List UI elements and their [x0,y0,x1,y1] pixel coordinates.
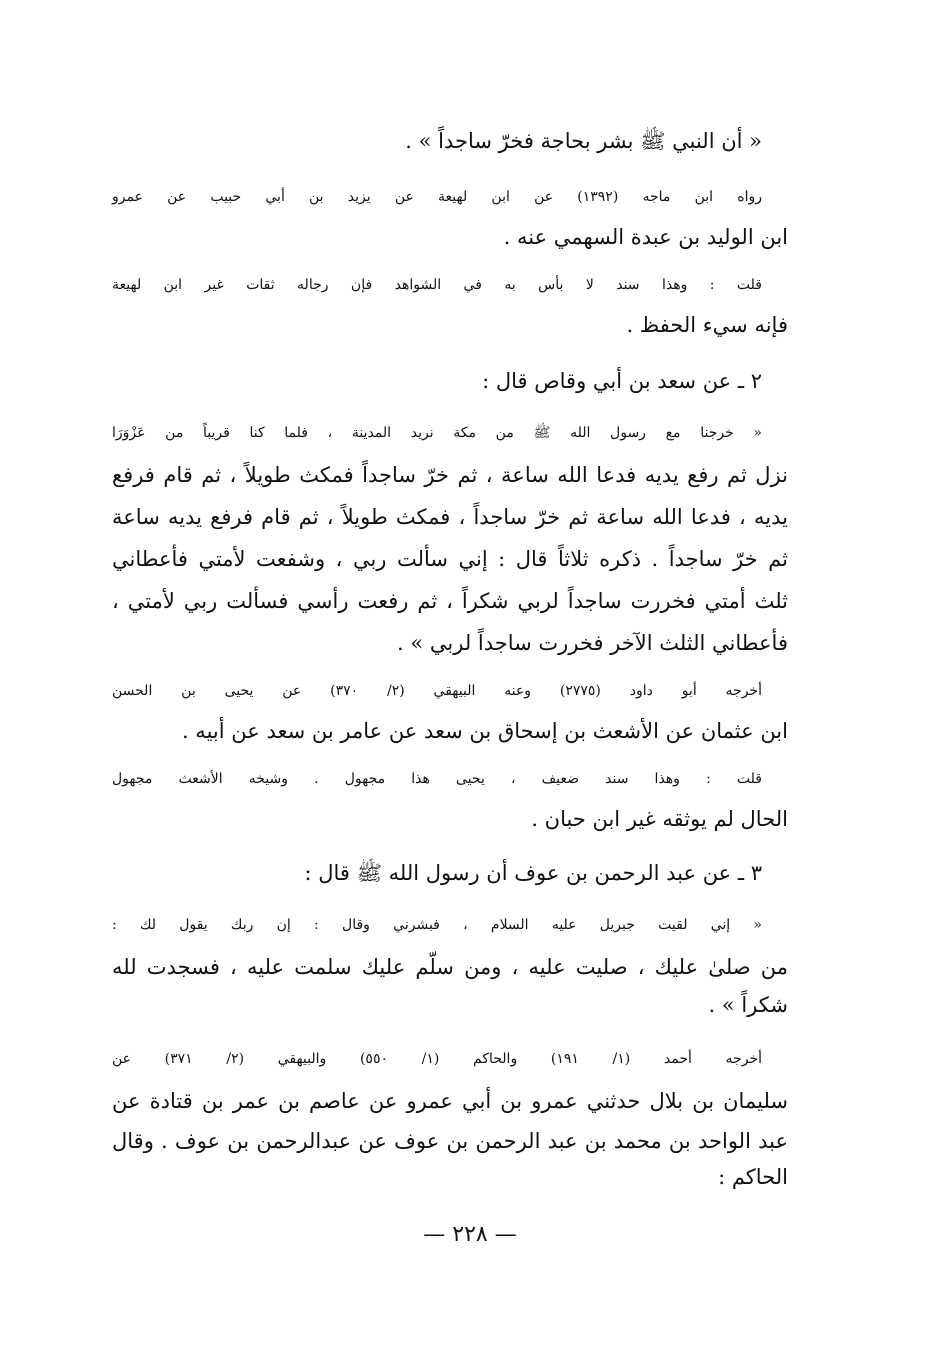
section-heading: ٢ ـ عن سعد بن أبي وقاص قال : [482,369,762,393]
text-line: رواه ابن ماجه (١٣٩٢) عن ابن لهيعة عن يزيد بن أبي حبيب عن عمرو [112,189,762,205]
text-line: نزل ثم رفع يديه فدعا الله ساعة ، ثم خرّ ساجداً فمكث طويلاً ، ثم قام فرفع [112,463,788,487]
text-line: ثلث أمتي فخررت ساجداً لربي شكراً ، ثم رفعت رأسي فسألت ربي لأمتي ، [112,589,788,613]
text-line: يديه ، فدعا الله ساعة ثم خرّ ساجداً ، فمكث طويلاً ، ثم قام فرفع يديه ساعة [112,505,788,529]
section-heading: ٣ ـ عن عبد الرحمن بن عوف أن رسول الله ﷺ قال : [304,861,762,885]
text-line: « أن النبي ﷺ بشر بحاجة فخرّ ساجداً » . [405,129,762,153]
text-line: من صلىٰ عليك ، صليت عليه ، ومن سلّم عليك سلمت عليه ، فسجدت لله [112,955,788,979]
text-line: فأعطاني الثلث الآخر فخررت ساجداً لربي » . [397,631,788,655]
text-line: قلت : وهذا سند لا بأس به في الشواهد فإن رجاله ثقات غير ابن لهيعة [112,277,762,293]
text-line: سليمان بن بلال حدثني عمرو بن أبي عمرو عن عاصم بن عمر بن قتادة عن [112,1089,788,1113]
page-number: — ٢٢٨ — [423,1222,517,1247]
text-line: « خرجنا مع رسول الله ﷺ من مكة نريد المدينة ، فلما كنا قريباً من عَزْوَرَا [112,425,762,441]
text-line: ثم خرّ ساجداً . ذكره ثلاثاً قال : إني سألت ربي ، وشفعت لأمتي فأعطاني [112,547,788,571]
text-line: أخرجه أبو داود (٢٧٧٥) وعنه البيهقي (٢/ ٣٧٠) عن يحيى بن الحسن [112,683,762,699]
text-line: الحال لم يوثقه غير ابن حبان . [531,807,788,831]
text-line: أخرجه أحمد (١/ ١٩١) والحاكم (١/ ٥٥٠) والبيهقي (٢/ ٣٧١) عن [112,1051,762,1067]
text-line: « إني لقيت جبريل عليه السلام ، فبشرني وقال : إن ربك يقول لك : [112,917,762,933]
text-line: شكراً » . [708,993,788,1017]
text-line: ابن عثمان عن الأشعث بن إسحاق بن سعد عن عامر بن سعد عن أبيه . [181,719,788,743]
text-line: ابن الوليد بن عبدة السهمي عنه . [503,225,788,249]
text-line: عبد الواحد بن محمد بن عبد الرحمن بن عوف عن عبدالرحمن بن عوف . وقال [112,1129,788,1153]
text-line: فإنه سيء الحفظ . [626,313,788,337]
text-line: الحاكم : [718,1165,788,1189]
text-line: قلت : وهذا سند ضعيف ، يحيى هذا مجهول . وشيخه الأشعث مجهول [112,771,762,787]
